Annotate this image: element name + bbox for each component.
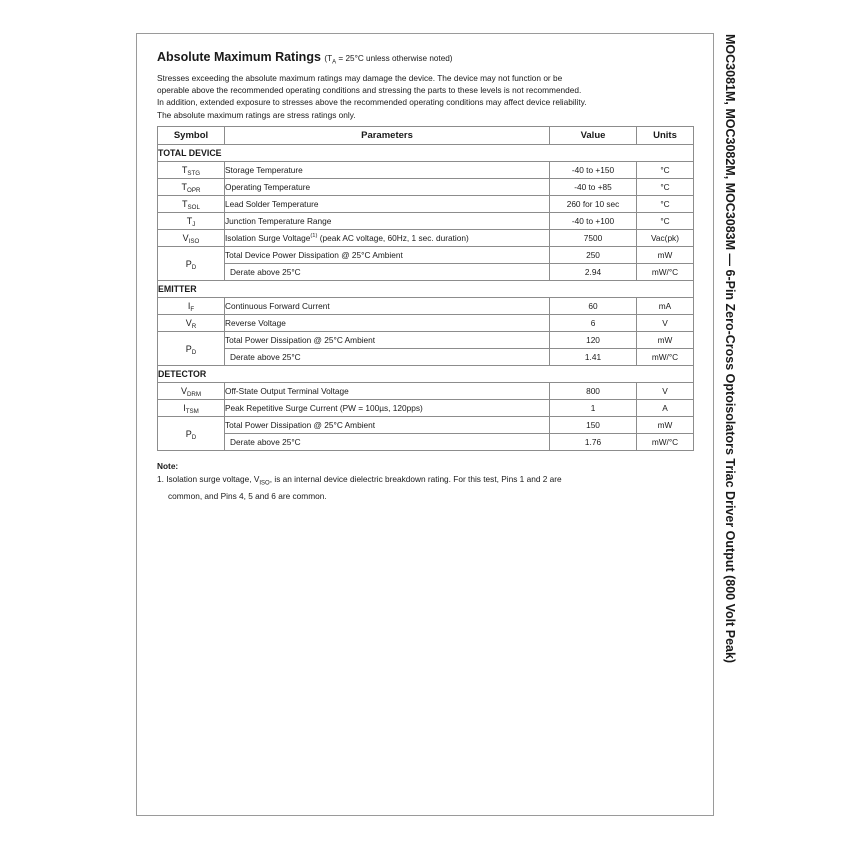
unit-cell: mW/°C — [637, 264, 694, 281]
symbol-cell — [158, 417, 225, 451]
value-cell: 1.76 — [550, 434, 637, 451]
symbol-subscript: SOL — [187, 204, 200, 212]
parameter-text: Derate above 25°C — [230, 267, 301, 278]
unit-cell: °C — [637, 213, 694, 230]
unit-cell: mW/°C — [637, 434, 694, 451]
unit-cell: °C — [637, 162, 694, 179]
symbol-cell — [158, 196, 225, 213]
symbol-subscript: D — [191, 263, 197, 271]
symbol-cell — [158, 298, 225, 315]
value-cell: 150 — [550, 417, 637, 434]
symbol-cell — [158, 162, 225, 179]
symbol-cell — [158, 383, 225, 400]
symbol-subscript: J — [192, 221, 196, 229]
parameter-text: Reverse Voltage — [225, 318, 286, 329]
value-cell: 2.94 — [550, 264, 637, 281]
symbol-subscript: ISO — [188, 238, 200, 246]
parameter-cell — [225, 162, 550, 179]
parameter-text: Continuous Forward Current — [225, 301, 330, 312]
header-parameters: Parameters — [225, 127, 550, 145]
unit-cell: mW — [637, 247, 694, 264]
parameter-cell — [225, 349, 550, 366]
header-units: Units — [637, 127, 694, 145]
table-row — [158, 417, 694, 434]
symbol-subscript: DRM — [186, 391, 202, 399]
parameter-cell — [225, 298, 550, 315]
section-row — [158, 366, 694, 383]
symbol-subscript: D — [191, 433, 197, 441]
intro-line: The absolute maximum ratings are stress ratings only. — [157, 109, 356, 120]
symbol-letter: T — [181, 182, 188, 193]
parameter-text: Storage Temperature — [225, 165, 303, 176]
intro-line: operable above the recommended operating conditions and stressing the parts to these levels is not recommended. — [157, 85, 582, 96]
parameter-cell — [225, 179, 550, 196]
unit-cell: mA — [637, 298, 694, 315]
note-heading: Note: — [157, 461, 179, 472]
ratings-table-body — [158, 145, 694, 451]
parameter-text: Derate above 25°C — [230, 437, 301, 448]
section-label: TOTAL DEVICE — [158, 145, 694, 162]
symbol-letter: V — [185, 318, 192, 329]
parameter-text-rest: (peak AC voltage, 60Hz, 1 sec. duration) — [317, 233, 469, 244]
side-title: MOC3081M, MOC3082M, MOC3083M — 6-Pin Zero-Cross Optoisolators Triac Driver Output (800 Volt Peak) — [723, 34, 737, 664]
parameter-text: Junction Temperature Range — [225, 216, 332, 227]
value-cell: 120 — [550, 332, 637, 349]
symbol-cell — [158, 400, 225, 417]
symbol-subscript: F — [190, 306, 195, 314]
value-cell: 7500 — [550, 230, 637, 247]
intro-paragraph — [157, 72, 693, 122]
table-row — [158, 230, 694, 247]
symbol-subscript: OPR — [187, 187, 201, 195]
value-cell: 60 — [550, 298, 637, 315]
section-row — [158, 281, 694, 298]
symbol-letter: V — [180, 386, 187, 397]
intro-line: In addition, extended exposure to stresses above the recommended operating conditions may affect device reliability. — [157, 97, 587, 108]
ratings-table — [157, 126, 694, 451]
table-row — [158, 162, 694, 179]
parameter-cell — [225, 213, 550, 230]
table-row — [158, 434, 694, 451]
parameter-cell — [225, 315, 550, 332]
value-cell: -40 to +150 — [550, 162, 637, 179]
value-cell: 250 — [550, 247, 637, 264]
table-row — [158, 196, 694, 213]
note-line: 1. Isolation surge voltage, $V_{ISO}$, is an internal device dielectric breakdown rating. For this test, Pins 1 and 2 are — [157, 473, 562, 487]
parameter-text: Lead Solder Temperature — [225, 199, 319, 210]
symbol-cell — [158, 315, 225, 332]
parameter-text: Operating Temperature — [225, 182, 311, 193]
note-line: common, and Pins 4, 5 and 6 are common. — [168, 490, 327, 501]
symbol-letter: P — [185, 428, 192, 439]
parameter-text: Total Power Dissipation @ 25°C Ambient — [225, 335, 376, 346]
intro-line: Stresses exceeding the absolute maximum ratings may damage the device. The device may not function or be — [157, 72, 563, 83]
symbol-subscript: D — [191, 348, 197, 356]
table-row — [158, 179, 694, 196]
table-row — [158, 383, 694, 400]
unit-cell: V — [637, 315, 694, 332]
symbol-letter: I — [183, 403, 186, 414]
unit-cell: °C — [637, 196, 694, 213]
parameter-cell — [225, 383, 550, 400]
symbol-letter: T — [181, 165, 188, 176]
symbol-letter: I — [187, 301, 191, 312]
value-cell: 6 — [550, 315, 637, 332]
parameter-cell — [225, 247, 550, 264]
parameter-cell — [225, 400, 550, 417]
symbol-cell — [158, 179, 225, 196]
unit-cell: A — [637, 400, 694, 417]
parameter-cell — [225, 196, 550, 213]
value-cell: -40 to +85 — [550, 179, 637, 196]
unit-cell: mW/°C — [637, 349, 694, 366]
footnote-ref: (1) — [310, 233, 318, 240]
side-title-bar — [722, 34, 738, 794]
value-cell: -40 to +100 — [550, 213, 637, 230]
parameter-text: Peak Repetitive Surge Current (PW = 100µs, 120pps) — [225, 403, 423, 414]
parameter-text: Total Device Power Dissipation @ 25°C Ambient — [225, 250, 403, 261]
parameter-cell — [225, 434, 550, 451]
table-row — [158, 332, 694, 349]
symbol-subscript: TSM — [185, 408, 199, 416]
parameter-cell — [225, 417, 550, 434]
parameter-cell — [225, 230, 550, 247]
symbol-subscript: R — [191, 323, 197, 331]
value-cell: 1.41 — [550, 349, 637, 366]
parameter-text: Isolation Surge Voltage — [225, 233, 311, 244]
datasheet-page — [136, 33, 714, 816]
section-label: EMITTER — [158, 281, 694, 298]
symbol-cell — [158, 332, 225, 366]
note-block — [157, 460, 693, 502]
unit-cell: Vac(pk) — [637, 230, 694, 247]
header-value: Value — [550, 127, 637, 145]
note-text — [157, 473, 693, 502]
value-cell: 800 — [550, 383, 637, 400]
section-label: DETECTOR — [158, 366, 694, 383]
symbol-cell — [158, 247, 225, 281]
page-content — [157, 49, 693, 502]
parameter-cell — [225, 332, 550, 349]
parameter-cell — [225, 264, 550, 281]
symbol-letter: T — [186, 216, 193, 227]
symbol-cell — [158, 230, 225, 247]
section-title — [157, 49, 693, 71]
table-row — [158, 315, 694, 332]
symbol-cell — [158, 213, 225, 230]
value-cell: 1 — [550, 400, 637, 417]
section-row — [158, 145, 694, 162]
symbol-letter: P — [185, 343, 192, 354]
parameter-text: Total Power Dissipation @ 25°C Ambient — [225, 420, 376, 431]
section-title-condition: ($T_A = 25^\circ C$ unless otherwise noted) — [324, 54, 453, 66]
table-row — [158, 264, 694, 281]
section-title-text: Absolute Maximum Ratings — [157, 50, 321, 64]
unit-cell: mW — [637, 417, 694, 434]
parameter-text: Derate above 25°C — [230, 352, 301, 363]
table-row — [158, 400, 694, 417]
table-header-row — [158, 127, 694, 145]
unit-cell: °C — [637, 179, 694, 196]
symbol-letter: V — [182, 233, 189, 244]
symbol-letter: P — [185, 258, 192, 269]
unit-cell: V — [637, 383, 694, 400]
table-row — [158, 247, 694, 264]
unit-cell: mW — [637, 332, 694, 349]
table-row — [158, 298, 694, 315]
parameter-text: Off-State Output Terminal Voltage — [225, 386, 349, 397]
header-symbol: Symbol — [158, 127, 225, 145]
table-row — [158, 349, 694, 366]
value-cell: 260 for 10 sec — [550, 196, 637, 213]
symbol-letter: T — [182, 199, 188, 210]
table-row — [158, 213, 694, 230]
symbol-subscript: STG — [187, 170, 201, 178]
